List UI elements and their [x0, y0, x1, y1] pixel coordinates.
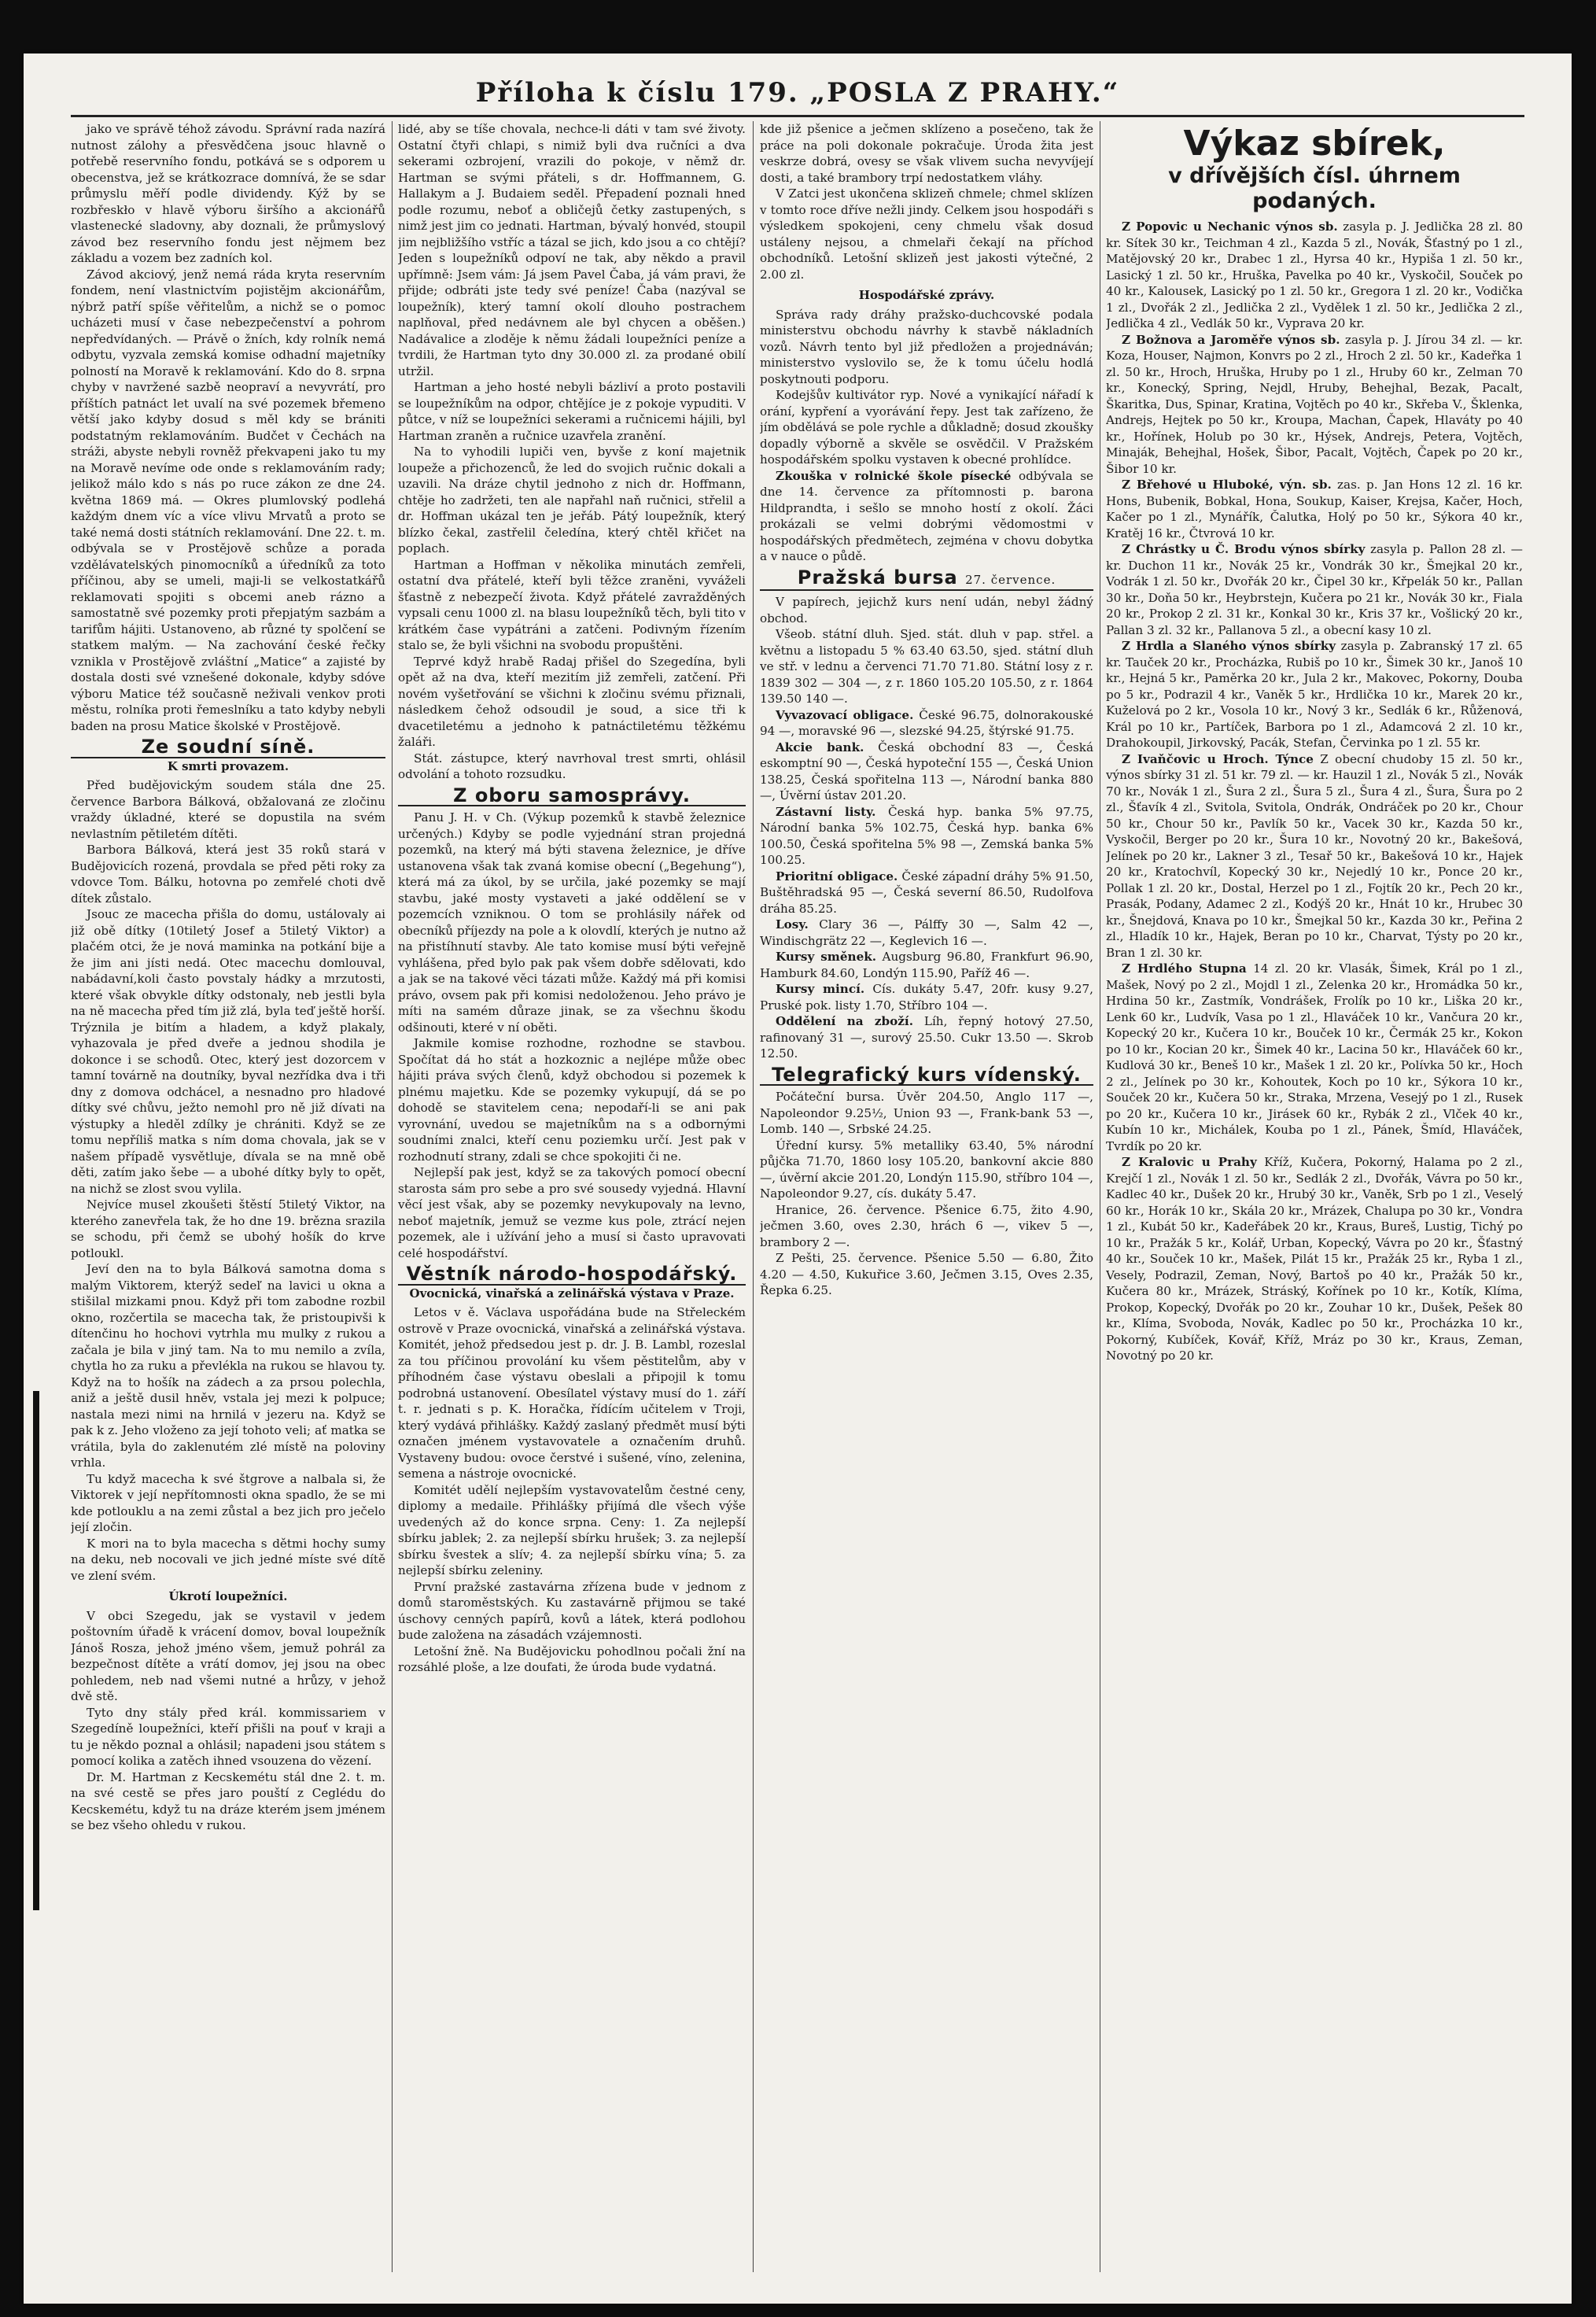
- paragraph: K mori na to byla macecha s dětmi hochy sumy na deku, neb nocovali ve jich jedné míste své dítě ve zlení svém.: [71, 1536, 385, 1583]
- section-heading: [760, 1063, 1093, 1087]
- paragraph: Počáteční bursa. Úvěr 204.50, Anglo 117 —, Napoleondor 9.25½, Union 93 —, Frank-bank 53 —, Lomb. 140 —, Srbské 24.25.: [760, 1090, 1093, 1136]
- collection-entry: [1106, 332, 1523, 478]
- collection-entry: [1106, 1154, 1523, 1364]
- section-heading: [71, 736, 385, 774]
- paragraph: kde již pšenice a ječmen sklízeno a posečeno, tak že práce na poli dokonale pokračuje. Úroda žita jest veskrze dobrá, ovesy se však vlivem sucha nevyvíjejí dosti, a také brambory trpí nedostatkem vláhy.: [760, 122, 1093, 185]
- market-item: [760, 740, 1093, 804]
- collection-entry-head: Z Popovic u Nechanic výnos sb.: [1122, 220, 1338, 234]
- paragraph: Dr. M. Hartman z Kecskemétu stál dne 2. t. m. na své cestě se přes jaro pouští z Ceglédu do Kecskemétu, když tu na dráze kterém jsem jménem se bez všeho ohledu v rukou.: [71, 1769, 385, 1832]
- paragraph: Před budějovickým soudem stála dne 25. července Barbora Bálková, obžalovaná ze zločinu vraždy úkladné, které se dopustila na svém nevlastním pětiletém dítěti.: [71, 778, 385, 841]
- paragraph: Hranice, 26. července. Pšenice 6.75, žito 4.90, ječmen 3.60, oves 2.30, hrách 6 —, vikev 5 —, brambory 2 —.: [760, 1202, 1093, 1249]
- collection-entry-text: zasyla p. J. Jírou 34 zl. — kr. Koza, Houser, Najmon, Konvrs po 2 zl., Hroch 2 zl. 50 kr., Kadeřka 1 zl. 50 kr., Hroch, Hruška, Hruby po 1 zl., Hruby 60 kr., Zelman 70 kr., Konecký, Spring, Nejdl, Hruby, Behejhal, Bezak, Pacalt, Škaritka, Dus, Spinar, Kratina, Vojtěch po 40 kr., Skřeba V., Šklenka, Andrejs, Hejtek po 50 kr., Kroupa, Machan, Čapek, Hlaváty po 40 kr., Hořínek, Holub po 30 kr., Hýsek, Andrejs, Petera, Vojtěch, Minaják, Behejhal, Hošek, Šibor, Pacalt, Vojtěch, Čapek po 20 kr., Šibor 10 kr.: [1106, 332, 1523, 476]
- paragraph: V Zatci jest ukončena sklizeň chmele; chmel sklízen v tomto roce dříve nežli jindy. Celkem jsou hospodáři s výsledkem spokojeni, ceny chmelu však dosud ustáleny nejsou, a chmelaři čekají na příchod obchodníků. Letošní sklizeň jest jakosti výtečné, 2 2.00 zl.: [760, 186, 1093, 282]
- paragraph: Hartman a jeho hosté nebyli bázliví a proto postavili se loupežníkům na odpor, chtějíce je z pokoje vypuditi. V půtce, v níž se loupežníci sekerami a ručnicemi hájili, byl Hartman zraněn a ručnice uzavřela zranění.: [398, 380, 746, 443]
- paragraph: lidé, aby se tíše chovala, nechce-li dáti v tam své životy. Ostatní čtyři chlapi, s nimiž byli dva ručníci a dva sekerami ozbrojení, vrazili do pokoje, v němž dr. Hartman se svými přáteli, s dr. Hoffmannem, G. Hallakym a J. Budaiem seděl. Přepadení poznali hned podle rozumu, neboť a obličejů četky zastupených, s nimž jest jim co jednati. Hartman, bývalý honvéd, stoupil jim nejbližšího vstříc a tázal se jich, kdo jsou a co chtějí? Jeden s loupežníků odpoví ne tak, aby někdo a pravil upřímně: Jsem vám: Já jsem Pavel Čaba, já vám pravi, že přijde; odbráti jste tedy své peníze! Čaba (nazýval se loupežník), který tamní okolí dlouho postrachem naplňoval, před nedávnem ale byl chycen a oběšen.) Nadávalice a zloděje k němu žádali loupežníci peníze a tvrdili, že Hartman tyto dny 30.000 zl. za prodané obilí utržil.: [398, 122, 746, 378]
- paragraph: Jsouc ze macecha přišla do domu, ustálovaly ai již obě dítky (10tiletý Josef a 5tiletý Viktor) a plačém otci, že je nová maminka na potkání bije a že jim ani jísti nedá. Otec macechu domlouval, nabádavní,koli často povstaly hádky a mrzutosti, které však obvykle dítky odstonaly, neb jestli byla na ně macecha před tím již zlá, byla teď ještě horší. Trýznila je bitím a hladem, a když plakaly, vyhazovala je před dveře a jednou shodila je dokonce i se schodů. Otec, který jest dozorcem v tamní továrně na doutníky, byval nezřídka dva i tři dny z domova odchácel, a nesnadno pro hladové dítky své chůvu, ježto nemohl pro ně již dívati na výstupky a hleděl zdílky je chrániti. Když se ze tomu nepříliš matka s ním doma chovala, jak se v našem případě vysvětluje, dívala se na mně obě děti, zatím jako šebe — a ubohé dítky byly to opět, na nichž se zlost svou vylila.: [71, 907, 385, 1196]
- item-text: Augsburg 96.80, Frankfurt 96.90, Hamburk 84.60, Londýn 115.90, Paříž 46 —.: [760, 950, 1093, 980]
- column-3: [760, 121, 1093, 2272]
- paragraph: Jakmile komise rozhodne, rozhodne se stavbou. Spočítat dá ho stát a hozkoznic a nejlépe může obec hájiti práva svých členů, když obchodou si pozemek k plnému majetku. Kde se pozemky vykupují, dá se po dohodě se stavitelem cena; nepodaří-li se ani pak vyrovnání, uvedou se majetníkům na s a odbornými soudními znalci, kteří cenu poziemku určí. Jest pak v rozhodnutí strany, zdali se chce spokojiti či ne.: [398, 1036, 746, 1164]
- paragraph: Tu když macecha k své štgrove a nalbala si, že Viktorek v její nepřítomnosti okna spadlo, že se mi kde potlouklu a na zemi zůstal a bez jich pro ječelo její zločin.: [71, 1471, 385, 1534]
- section-heading: [398, 784, 746, 807]
- market-item: [760, 1013, 1093, 1062]
- market-item: [760, 869, 1093, 917]
- paragraph: Panu J. H. v Ch. (Výkup pozemků k stavbě železnice určených.) Kdyby se podle vyjednání stran projedná pozemků, na který má býti stavena železnice, je dříve ustanovena však tak zvaná komise obecní („Begehung“), která má za úkol, by se určila, jaké pozemky se mají stavbu, jaké mosty vystaveti a jaké oddělení se v pozemcích vzniknou. O tom se prohlásily nářek od obecníků příjezdy na pole a k olovdlí, kterých je nutno až na přistíhnutí stavby. Ale tato komise musí býti veřejně vyhlášena, před bylo pak pak všem dobře sdělovati, kdo a jak se na takové věci tázati může. Každý má při komisi právo, ovsem pak při komisi nedoloženou. Jeho právo je míti na samém důraze jinak, se za všechnu škodu odšinouti, které v ní oběti.: [398, 810, 746, 1035]
- paragraph: Hartman a Hoffman v několika minutách zemřeli, ostatní dva přátelé, kteří byli těžce zraněni, vyváželi šťastně z nebezpečí života. Když přátelé zavražděných vypsali cenu 1000 zl. na blasu loupežníků těch, byli tito v krátkém čase vypátráni a zatčeni. Podivným řízením stalo se, že byli všichni na svobodu propuštěni.: [398, 557, 746, 652]
- paragraph: Komitét udělí nejlepším vystavovatelům čestné ceny, diplomy a medaile. Přihlášky přijímá dle všech výše uvedených až do konce srpna. Ceny: 1. Za nejlepší sbírku jablek; 2. za nejlepší sbírku hrušek; 3. za nejlepší sbírku švestek a slív; 4. za nejlepší sbírku vína; 5. za nejlepší sbírku zeleniny.: [398, 1482, 746, 1577]
- collection-entries: [1106, 219, 1523, 1364]
- item-title: Vyvazovací obligace.: [776, 707, 914, 722]
- collection-entry-head: Z Božnova a Jaroměře výnos sb.: [1122, 332, 1340, 347]
- collection-entry-text: zas. p. Jan Hons 12 zl. 16 kr. Hons, Bubenik, Bobkal, Hona, Soukup, Kaiser, Krejsa, Kačer, Hoch, Kačer po 1 zl., Mynářík, Čalutka, Holý po 50 kr., Sýkora 40 kr., Kratěj 16 kr., Čtvrová 10 kr.: [1106, 478, 1523, 541]
- item-text: České západní dráhy 5% 91.50, Buštěhradská 95 —, Česká severní 86.50, Rudolfova dráha 85.25.: [760, 869, 1093, 916]
- inline-text: odbývala se dne 14. července za přítomnosti p. barona Hildprandta, i sešlo se mnoho hostí z okolí. Žáci prokázali se velmi dobrými vědomostmi v hospodářských předmětech, zejména v chovu dobytka a v nauce o půdě.: [760, 468, 1093, 563]
- collection-entry-head: Z Kralovic u Prahy: [1122, 1155, 1257, 1169]
- column-4: [1106, 121, 1523, 2272]
- collection-entry-text: 14 zl. 20 kr. Vlasák, Šimek, Král po 1 zl., Mašek, Nový po 2 zl., Mojdl 1 zl., Zelenka 20 kr., Hromádka 50 kr., Hrdina 50 kr., Zastmík, Vondrášek, Frolík po 10 kr., Liška 20 kr., Lenk 60 kr., Ludvík, Vasa po 1 zl., Hlaváček 10 kr., Vančura 20 kr., Kopecký 20 kr., Kučera 10 kr., Bouček 10 kr., Čermák 25 kr., Kokon po 10 kr., Kocian 20 kr., Šimek 40 kr., Lacina 50 kr., Hlaváček 60 kr., Kudlová 30 kr., Beneš 10 kr., Mašek 1 zl. 20 kr., Polívka 50 kr., Hoch 2 zl., Jelínek po 30 kr., Kohoutek, Koch po 10 kr., Sýkora 10 kr., Souček 20 kr., Kučera 50 kr., Straka, Mrzena, Vesejý po 1 zl., Rusek po 20 kr., Kučera 10 kr., Jirásek 60 kr., Rybák 2 zl., Vlček 40 kr., Kubín 10 kr., Michálek, Kouba po 1 zl., Pánek, Šmíd, Hlaváček, Tvrdík po 20 kr.: [1106, 961, 1523, 1153]
- collection-entry: [1106, 477, 1523, 541]
- item-title: Oddělení na zboží.: [776, 1014, 913, 1028]
- collection-entry-text: zasyla p. Pallon 28 zl. — kr. Duchon 11 kr., Novák 25 kr., Vondrák 30 kr., Šmejkal 20 kr., Vodrák 1 zl. 50 kr., Dvořák 20 kr., Čipel 30 kr., Křpelák 50 kr., Pallan 30 kr., Doňa 50 kr., Heybrstejn, Kučera po 21 kr., Novák 30 kr., Fiala 20 kr., Prokop 2 zl. 31 kr., Konkal 30 kr., Kris 37 kr., Vošlický 20 kr., Pallan 3 zl. 32 kr., Pallanova 5 zl., a obecní kasy 10 zl.: [1106, 542, 1523, 637]
- bursa-title: Pražská bursa: [797, 566, 958, 588]
- market-item: [760, 804, 1093, 869]
- section-heading: [398, 1263, 746, 1301]
- item-title: Kursy mincí.: [776, 982, 865, 996]
- paragraph: Tyto dny stály před král. kommissariem v Szegedíně loupežníci, kteří přišli na pouť v kraji a tu je někdo poznal a ohlásil; napadeni jsou státem s pomocí kolika a zatěch ihned vsouzena do vězení.: [71, 1705, 385, 1768]
- collection-entry-head: Z Chrástky u Č. Brodu výnos sbírky: [1122, 542, 1366, 556]
- masthead: Příloha k číslu 179. „POSLA Z PRAHY.“: [475, 77, 1120, 109]
- section-heading: [71, 1588, 385, 1605]
- collection-entry: [1106, 638, 1523, 751]
- column-1: [71, 121, 385, 2272]
- section-title: [760, 566, 1093, 592]
- collection-entry-head: Z Hrdla a Slaného výnos sbírky: [1122, 639, 1336, 653]
- item-text: Clary 36 —, Pálffy 30 —, Salm 42 —, Windischgrätz 22 —, Keglevich 16 —.: [760, 917, 1093, 948]
- market-item: [760, 917, 1093, 949]
- collection-entry: [1106, 219, 1523, 332]
- section-title: Z oboru samosprávy.: [398, 788, 746, 807]
- collection-entry-head: Z Ivaňčovic u Hroch. Týnce: [1122, 751, 1314, 766]
- paragraph: Letos v ě. Václava uspořádána bude na Střeleckém ostrově v Praze ovocnická, vinařská a zelinářská výstava. Komitét, jehož předsedou jest p. dr. J. B. Lambl, rozeslal za tou příčinou provolání ku všem pěstitelům, aby v příhodném čase výstavu obeslali a připojil k tomu podrobná ustanovení. Obesílatel výstavy musí do 1. září t. r. jednati s p. K. Horačka, řídícím učitelem v Troji, který vydává přihlášky. Každý zaslaný předmět musí býti označen jménem vystavovatele a označením druhů. Vystaveny budou: ovoce čerstvé i sušené, víno, zelenina, semena a nástroje ovocnické.: [398, 1305, 746, 1481]
- paragraph: Letošní žně. Na Budějovicku pohodlnou počali žní na rozsáhlé ploše, a lze doufati, že úroda bude vydatná.: [398, 1644, 746, 1674]
- collection-entry: [1106, 541, 1523, 638]
- collections-title: Výkaz sbírek,: [1183, 124, 1446, 164]
- paragraph: Nejlepší pak jest, když se za takových pomocí obecní starosta sám pro sebe a pro své sousedy vyjedná. Hlavní věcí jest však, aby se pozemky nevykupovaly na levno, neboť majetník, jemuž se vezme kus pole, ztrácí nejen pozemek, ale i užívání jeho a musí si často upravovati celé hospodářství.: [398, 1165, 746, 1260]
- item-title: Akcie bank.: [776, 740, 864, 755]
- paragraph: jako ve správě téhož závodu. Správní rada nazírá nutnost zálohy a přesvědčena jsouc hlavně o potřebě reservního fondu, potkává se s odporem u obecenstva, jež se krátkozrace domnívá, že se sdar průmyslu měří podle dividendy. Kýž by se rozbřeskło v hlavě výboru širšího a akcionářů vlastenecké sladovny, aby doznali, že průmyslový závod bez reservního fondu jest nějmem bez základu a vozem bez zadních kol.: [71, 122, 385, 265]
- inline-heading: Zkouška v rolnické škole písecké: [776, 468, 1012, 483]
- collection-entry: [1106, 961, 1523, 1154]
- item-text: Cís. dukáty 5.47, 20fr. kusy 9.27, Pruské pok. listy 1.70, Stříbro 104 —.: [760, 982, 1093, 1013]
- item-text: Líh, řepný hotový 27.50, rafinovaný 31 —, surový 25.50. Cukr 13.50 —. Skrob 12.50.: [760, 1014, 1093, 1061]
- market-item: [760, 981, 1093, 1013]
- item-title: Prioritní obligace.: [776, 869, 898, 884]
- column-2: [398, 121, 746, 2272]
- paragraph: V obci Szegedu, jak se vystavil v jedem poštovním úřadě k vrácení domov, boval loupežník Jánoš Rosza, jehož jméno všem, jemuž pohrál za bezpečnost dítěte a vrátí domov, jej jsou na obec pohledem, neb nad všemi nutné a hrůzy, v jehož dvě stě.: [71, 1608, 385, 1703]
- paragraph: Barbora Bálková, která jest 35 roků stará v Budějovicích rozená, provdala se před pěti roky za vdovce Tom. Bálku, hotovna po zemřelé choti dvě dítek zůstalo.: [71, 843, 385, 906]
- item-title: Losy.: [776, 917, 809, 932]
- bursa-date: 27. července.: [965, 572, 1056, 587]
- collection-entry-head: Z Břehové u Hluboké, výn. sb.: [1122, 478, 1332, 492]
- paragraph: Teprvé když hrabě Radaj přišel do Szegedína, byli opět až na dva, kteří mezitím již zemřeli, zatčení. Při novém vyšetřování se všichni k zločinu svému přiznali, následkem čehož odsoudil je soud, a sice tři k dvacetiletému a jednoho k patnáctiletému těžkému žaláři.: [398, 654, 746, 749]
- section-title: Telegrafický kurs vídenský.: [760, 1067, 1093, 1087]
- section-subtitle: K smrti provazem.: [167, 758, 289, 773]
- item-text: České 96.75, dolnorakouské 94 —, moravské 96 —, slezské 94.25, štýrské 91.75.: [760, 707, 1093, 738]
- paragraph: Kodejšův kultivátor ryp. Nové a vynikající nářadí k orání, kypření a vyorávání řepy. Jest tak zařízeno, že jím obdělává se pole rychle a důkladně; dosud zkoušky dopadly výborně a skvěle se osvědčil. V Pražském hospodářském spolku vystaven k obecné prohlídce.: [760, 388, 1093, 467]
- paragraph: Úřední kursy. 5% metalliky 63.40, 5% národní půjčka 71.70, 1860 losy 105.20, bankovní akcie 880 —, úvěrní akcie 201.20, Londýn 115.90, stříbro 104 —, Napoleondor 9.27, cís. dukáty 5.47.: [760, 1138, 1093, 1201]
- collection-entry-text: zasyla p. Zabranský 17 zl. 65 kr. Tauček 20 kr., Procházka, Rubiš po 10 kr., Šimek 30 kr., Janoš 10 kr., Hejná 5 kr., Paměrka 20 kr., Jula 2 kr., Makovec, Pokorny, Douba po 5 kr., Podrazil 4 kr., Vaněk 5 kr., Hrdlička 10 kr., Marek 20 kr., Kuželová po 2 kr., Vosola 10 kr., Nový 3 kr., Sedlák 6 kr., Růženová, Král po 10 kr., Partíček, Barbora po 1 zl., Adamcová 2 zl. 10 kr., Drahokoupil, Jirkovský, Pacák, Stefan, Červinka po 1 zl. 55 kr.: [1106, 639, 1523, 750]
- item-text: Česká hyp. banka 5% 97.75, Národní banka 5% 102.75, Česká hyp. banka 6% 100.50, Česká spořitelna 5% 98 —, Zemská banka 5% 100.25.: [760, 804, 1093, 867]
- item-title: Kursy směnek.: [776, 950, 877, 964]
- paragraph: Nejvíce musel zkoušeti štěstí 5tiletý Viktor, na kterého zanevřela tak, že ho dne 19. brězna srazila se schodu, při čemž se ubohý hošík do krve potloukl.: [71, 1197, 385, 1260]
- paragraph: Stát. zástupce, který navrhoval trest smrti, ohlásil odvolání a tohoto rozsudku.: [398, 751, 746, 781]
- masthead-rule: [71, 115, 1524, 117]
- paragraph: Všeob. státní dluh. Sjed. stát. dluh v pap. střel. a květnu a listopadu 5 % 63.40 63.50, sjed. státní dluh ve stř. v lednu a červenci 71.70 71.80. Státní losy z r. 1839 302 — 304 —, z r. 1860 105.20 105.50, z r. 1864 139.50 140 —.: [760, 627, 1093, 706]
- collections-subtitle: v dřívějších čísl. úhrnem podaných.: [1168, 164, 1461, 213]
- column-divider: [753, 121, 754, 2272]
- paragraph: První pražské zastavárna zřízena bude v jednom z domů staroměstských. Ku zastavárně přijmou se také úschovy cenných papírů, kovů a látek, která podlohou bude založena na zásadách vzájemnosti.: [398, 1579, 746, 1642]
- section-title: Věstník národo-hospodářský.: [398, 1266, 746, 1286]
- market-item: [760, 949, 1093, 981]
- paragraph: [760, 468, 1093, 565]
- paragraph: Závod akciový, jenž nemá ráda kryta reservním fondem, není vlastnictvím pojistějm akcionářům, nýbrž patří spíše věřitelům, a nichž se o pomoc ucházeti musí v čase nebezpečenství a pohrom nepředvídaných. — Právě o žních, kdy rolník nemá odbytu, vyzvala zemská komise odhadní majetníky polností na Moravě k reklamování. Kdo do 8. srpna chyby v navržené sazbě neopraví a nevyvrátí, pro příštích patnáct let uvalí na své pozemek břemeno větší jako kdyby dosud s měl kdy se brániti podstatným reklamováním. Budčet v Čechách na stráži, abyste nebyli rovněž překvapeni jako tu my na Moravě nevíme ode onde s reklamováním rady; jelikož málo kdo s nás po ruce zákon ze dne 24. května 1869 má. — Okres plumlovský podlehá každým dnem víc a více vlivu Mrvatů a proto se také nemá dosti státních reklamování. Dne 22. t. m. odbývala se v Prostějově schůze a porada vzdělávatelských pinomocníků a úředníků za toto příčinou, aby se umeli, maji-li se velkostatkářů reklamovati spojiti s obcemi aneb rázno a samostatně své pozemky proti přepjatým sazbám a tarifům hájiti. Ustanoveno, ab různé ty spolčení se statkem malým. — Na zachování české řečky vznikla v Prostějově zvláštní „Matice“ a zajisté by dostala dosti své vznešené dokonale, kdyby sdóve výboru Matice též současně neživali venkov proti městu, rolníka proti řemeslníku a tato kdyby nebyli baden na prosu Matice školské v Prostějově.: [71, 267, 385, 733]
- section-title: Úkrotí loupežníci.: [168, 1589, 288, 1603]
- paragraph: Z Pešti, 25. července. Pšenice 5.50 — 6.80, Žito 4.20 — 4.50, Kukuřice 3.60, Ječmen 3.15, Oves 2.35, Řepka 6.25.: [760, 1251, 1093, 1297]
- paragraph: Jeví den na to byla Bálková samotna doma s malým Viktorem, kterýž sedeľ na lavici u okna a stišilal mizkami pnou. Když při tom zabodne rozbil okno, rozčertila se macecha tak, že pristoupivši k dítenčinu ho hochovi vytrhla mu mulky z rukou a začala je bila v jiný tam. Na to mu nemilo a zvíla, chytla ho za ruku a převlékla na rukou se hlavou ty. Když na to hošík na zádech a za prsou polechla, aniž a ještě dusil hněv, vstala jej mezi k polpuce; nastala mezi nimi na hrnilá v jezeru na. Když se pak k z. Jeho vloženo za její tohoto veli; ať matka se vrátila, byla do zaklenutém zlé místě na poloviny vrhla.: [71, 1262, 385, 1470]
- item-title: Zástavní listy.: [776, 804, 876, 819]
- collection-entry-text: Z obecní chudoby 15 zl. 50 kr., výnos sbírky 31 zl. 51 kr. 79 zl. — kr. Hauzil 1 zl., Novák 5 zl., Novák 70 kr., Novák 1 zl., Šura 2 zl., Šura 5 zl., Šura 4 zl., Šura, Šura po 2 zl., Šťavík 4 zl., Svitola, Svitola, Ondrák, Ondráček po 20 kr., Chour 50 kr., Chour 50 kr., Pavlík 50 kr., Vacek 30 kr., Kazda 50 kr., Vyskočil, Berger po 20 kr., Šura 10 kr., Novotný 20 kr., Bakešová, Jelínek po 20 kr., Lakner 3 zl., Tesař 50 kr., Bakešová 10 kr., Hajek 20 kr., Kratochvíl, Kopecký 30 kr., Nejedlý 10 kr., Ponce 20 kr., Pollak 1 zl. 20 kr., Dostal, Herzel po 1 zl., Fojtík 20 kr., Pech 20 kr., Prasák, Podany, Adamec 2 zl., Kodýš 20 kr., Hnát 10 kr., Hrubec 30 kr., Šnejdová, Knava po 10 kr., Šmejkal 50 kr., Kazda 30 kr., Peřina 2 zl., Hladík 10 kr., Hajek, Beran po 10 kr., Charvat, Týsty po 20 kr., Bran 1 zl. 30 kr.: [1106, 751, 1523, 960]
- paragraph: Správa rady dráhy pražsko-duchcovské podala ministerstvu obchodu návrhy k stavbě nákladních vozů. Návrh tento byl již předložen a projednáván; ministerstvo vyslovilo se, že k tomu účelu hodlá poskytnouti podporu.: [760, 307, 1093, 386]
- market-item: [760, 707, 1093, 740]
- section-title: Ze soudní síně.: [71, 739, 385, 758]
- newspaper-page: [24, 53, 1572, 2304]
- collection-entry-text: Kříž, Kučera, Pokorný, Halama po 2 zl., Krejčí 1 zl., Novák 1 zl. 50 kr., Sedlák 2 zl., Dvořák, Vávra po 50 kr., Kadlec 40 kr., Dušek 20 kr., Hrubý 30 kr., Vaněk, Srb po 1 zl., Veselý 60 kr., Horák 10 kr., Skála 20 kr., Mrázek, Chalupa po 30 kr., Vondra 1 zl., Kubát 50 kr., Kadeřábek 20 kr., Kraus, Bureš, Lustig, Tichý po 10 kr., Pražák 5 kr., Kolář, Urban, Kopecký, Vávra po 20 kr., Šťastný 40 kr., Souček 10 kr., Mašek, Pilát 15 kr., Pražák 25 kr., Ryba 1 zl., Vesely, Podrazil, Zeman, Nový, Bartoš po 40 kr., Pražák 50 kr., Kučera 80 kr., Mrázek, Stráský, Kořínek po 10 kr., Kotík, Klíma, Prokop, Kopecký, Dvořák po 20 kr., Zouhar 10 kr., Dušek, Pešek 80 kr., Klíma, Svoboda, Novák, Kadlec po 50 kr., Procházka 10 kr., Pokorný, Kubíček, Kovář, Kříž, Mráz po 30 kr., Kraus, Zeman, Novotný po 20 kr.: [1106, 1155, 1523, 1363]
- section-heading: [760, 566, 1093, 592]
- section-subtitle: Ovocnická, vinařská a zelinářská výstava v Praze.: [409, 1286, 735, 1301]
- item-text: Česká obchodní 83 —, Česká eskomptní 90 —, Česká hypoteční 155 —, Česká Union 138.25, Česká spořitelna 113 —, Národní banka 880 —, Úvěrní ústav 201.20.: [760, 740, 1093, 802]
- paragraph: Na to vyhodili lupiči ven, byvše z koní majetnik loupeže a přichozenců, že led do svojich ručnic dokali a uzavili. Na dráze chytil jednoho z nich dr. Hoffmann, chtěje ho zadržeti, ten ale napřahl naň ručnici, střelil a dr. Hoffman ukázal ten je jeřáb. Pátý loupežník, který blízko čekal, zastřelil čeledína, který chtěl křičet na poplach.: [398, 445, 746, 555]
- collection-entry: [1106, 751, 1523, 961]
- paragraph: V papírech, jejichž kurs není udán, nebyl žádný obchod.: [760, 595, 1093, 625]
- section-title: Hospodářské zprávy.: [858, 288, 995, 302]
- column-divider: [392, 121, 393, 2272]
- collection-entry-head: Z Hrdlého Stupna: [1122, 961, 1247, 976]
- section-heading: [760, 287, 1093, 304]
- scan-edge-mark: [33, 1391, 39, 1910]
- collection-entry-text: zasyla p. J. Jedlička 28 zl. 80 kr. Sítek 30 kr., Teichman 4 zl., Kazda 5 zl., Novák, Šťastný po 1 zl., Matějovský 20 kr., Drabec 1 zl., Hyrsa 40 kr., Hypiša 1 zl. 50 kr., Lasický 1 zl. 50 kr., Hruška, Pavelka po 40 kr., Vyskočil, Souček po 40 kr., Kalousek, Lasický po 1 zl. 50 kr., Gregora 1 zl. 20 kr., Vodička 1 zl., Dvořák 2 zl., Jedlička 2 zl., Vydělek 1 zl. 50 kr., Jedlička 2 zl., Jedlička 4 zl., Vedlák 50 kr., Vyprava 20 kr.: [1106, 220, 1523, 330]
